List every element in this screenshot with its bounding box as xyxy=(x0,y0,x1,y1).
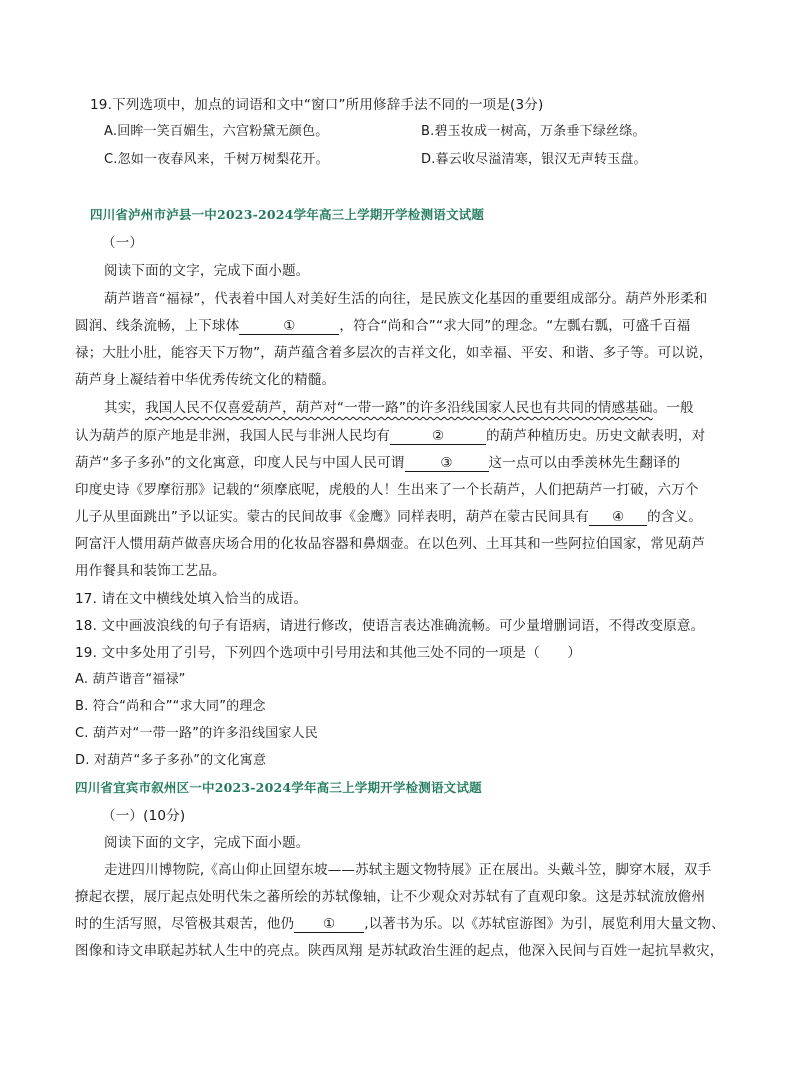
passage-text: 圆润、线条流畅，上下球体 xyxy=(75,318,240,334)
passage-3-line-3 xyxy=(75,914,725,934)
section-2-intro: 阅读下面的文字，完成下面小题。 xyxy=(104,835,310,851)
question-17: 17. 请在文中横线处填入恰当的成语。 xyxy=(75,591,308,607)
section-1-intro: 阅读下面的文字，完成下面小题。 xyxy=(104,263,310,279)
passage-3-line-1: 走进四川博物院,《高山仰止回望东坡——苏轼主题文物特展》正在展出。头戴斗笠，脚穿木屐，双手 xyxy=(104,862,712,878)
section-2-part: （一）(10分) xyxy=(102,808,186,824)
passage-2-line-6: 阿富汗人惯用葫芦做喜庆场合用的化妆品容器和鼻烟壶。在以色列、土耳其和一些阿拉伯国家，常见葫芦 xyxy=(75,536,706,552)
passage-text: 这一点可以由季羡林先生翻译的 xyxy=(488,455,681,471)
option-d: D.暮云收尽溢清寒，银汉无声转玉盘。 xyxy=(421,152,647,167)
fill-blank-1[interactable]: ① xyxy=(294,916,364,933)
passage-1-line-4: 葫芦身上凝结着中华优秀传统文化的精髓。 xyxy=(75,372,336,388)
fill-blank-2[interactable]: ② xyxy=(390,428,486,445)
passage-2-line-3 xyxy=(75,453,680,473)
fill-blank-3[interactable]: ③ xyxy=(405,455,489,472)
passage-text: 。一般 xyxy=(652,400,694,416)
option-c: C. 葫芦对“一带一路”的许多沿线国家人民 xyxy=(75,726,319,741)
option-d: D. 对葫芦“多子多孙”的文化寓意 xyxy=(75,753,267,768)
passage-2-line-4: 印度史诗《罗摩衍那》记载的“须摩底呢，虎般的人！生出来了一个长葫芦，人们把葫芦一打破，六万个 xyxy=(75,482,699,498)
option-c: C.忽如一夜春风来，千树万树梨花开。 xyxy=(104,152,329,167)
fill-blank-4[interactable]: ④ xyxy=(589,509,647,526)
question-18: 18. 文中画波浪线的句子有语病，请进行修改，使语言表达准确流畅。可少量增删词语，不得改变原意。 xyxy=(75,618,705,634)
wavy-underlined-sentence: 我国人民不仅喜爱葫芦，葫芦对“一带一路”的许多沿线国家人民也有共同的情感基础 xyxy=(145,400,653,416)
passage-2-line-7: 用作餐具和装饰工艺品。 xyxy=(75,563,226,579)
question-19: 19. 文中多处用了引号，下列四个选项中引号用法和其他三处不同的一项是（ ） xyxy=(75,645,582,661)
section-2-title: 四川省宜宾市叙州区一中2023-2024学年高三上学期开学检测语文试题 xyxy=(75,780,482,795)
fill-blank-1[interactable]: ① xyxy=(239,318,339,335)
passage-1-line-2 xyxy=(75,316,690,336)
option-a: A. 葫芦谐音“福禄” xyxy=(75,672,186,687)
option-b: B.碧玉妆成一树高，万条垂下绿丝绦。 xyxy=(421,124,646,139)
section-1-title: 四川省泸州市泸县一中2023-2024学年高三上学期开学检测语文试题 xyxy=(90,207,485,222)
passage-1-line-1: 葫芦谐音“福禄”，代表着中国人对美好生活的向往，是民族文化基因的重要组成部分。葫芦外形柔和 xyxy=(104,291,708,307)
passage-text: 的含义。 xyxy=(647,509,702,525)
passage-text: ，符合“尚和合”“求大同”的理念。“左瓢右瓢，可盛千百福 xyxy=(339,318,691,334)
passage-text: 时的生活写照，尽管极其艰苦，他仍 xyxy=(75,916,295,932)
section-1-part: （一） xyxy=(102,235,144,251)
passage-text: 葫芦“多子多孙”的文化寓意，印度人民与中国人民可谓 xyxy=(75,455,405,471)
passage-2-line-1 xyxy=(104,398,694,418)
option-a: A.回眸一笑百媚生，六宫粉黛无颜色。 xyxy=(104,124,329,139)
passage-text: 的葫芦种植历史。历史文献表明，对 xyxy=(486,428,706,444)
passage-text: 认为葫芦的原产地是非洲，我国人民与非洲人民均有 xyxy=(75,428,391,444)
passage-2-line-2 xyxy=(75,426,705,446)
passage-text: 其实， xyxy=(104,400,146,416)
passage-1-line-3: 禄；大肚小肚，能容天下万物”，葫芦蕴含着多层次的吉祥文化，如幸福、平安、和谐、多子等。可以说， xyxy=(75,345,713,361)
question-19-stem: 19.下列选项中，加点的词语和文中“窗口”所用修辞手法不同的一项是(3分) xyxy=(90,97,544,113)
passage-text: ,以著书为乐。以《苏轼宦游图》为引，展览利用大量文物、 xyxy=(364,916,725,932)
passage-text: 儿子从里面跳出”予以证实。蒙古的民间故事《金鹰》同样表明，葫芦在蒙古民间具有 xyxy=(75,509,590,525)
option-b: B. 符合“尚和合”“求大同”的理念 xyxy=(75,699,266,714)
passage-2-line-5 xyxy=(75,507,702,527)
passage-3-line-4: 图像和诗文串联起苏轼人生中的亮点。陕西凤翔 是苏轼政治生涯的起点，他深入民间与百姓一起抗旱救灾， xyxy=(75,943,724,959)
passage-3-line-2: 撩起衣摆，展厅起点处明代朱之蕃所绘的苏轼像轴，让不少观众对苏轼有了直观印象。这是苏轼流放儋州 xyxy=(75,889,706,905)
